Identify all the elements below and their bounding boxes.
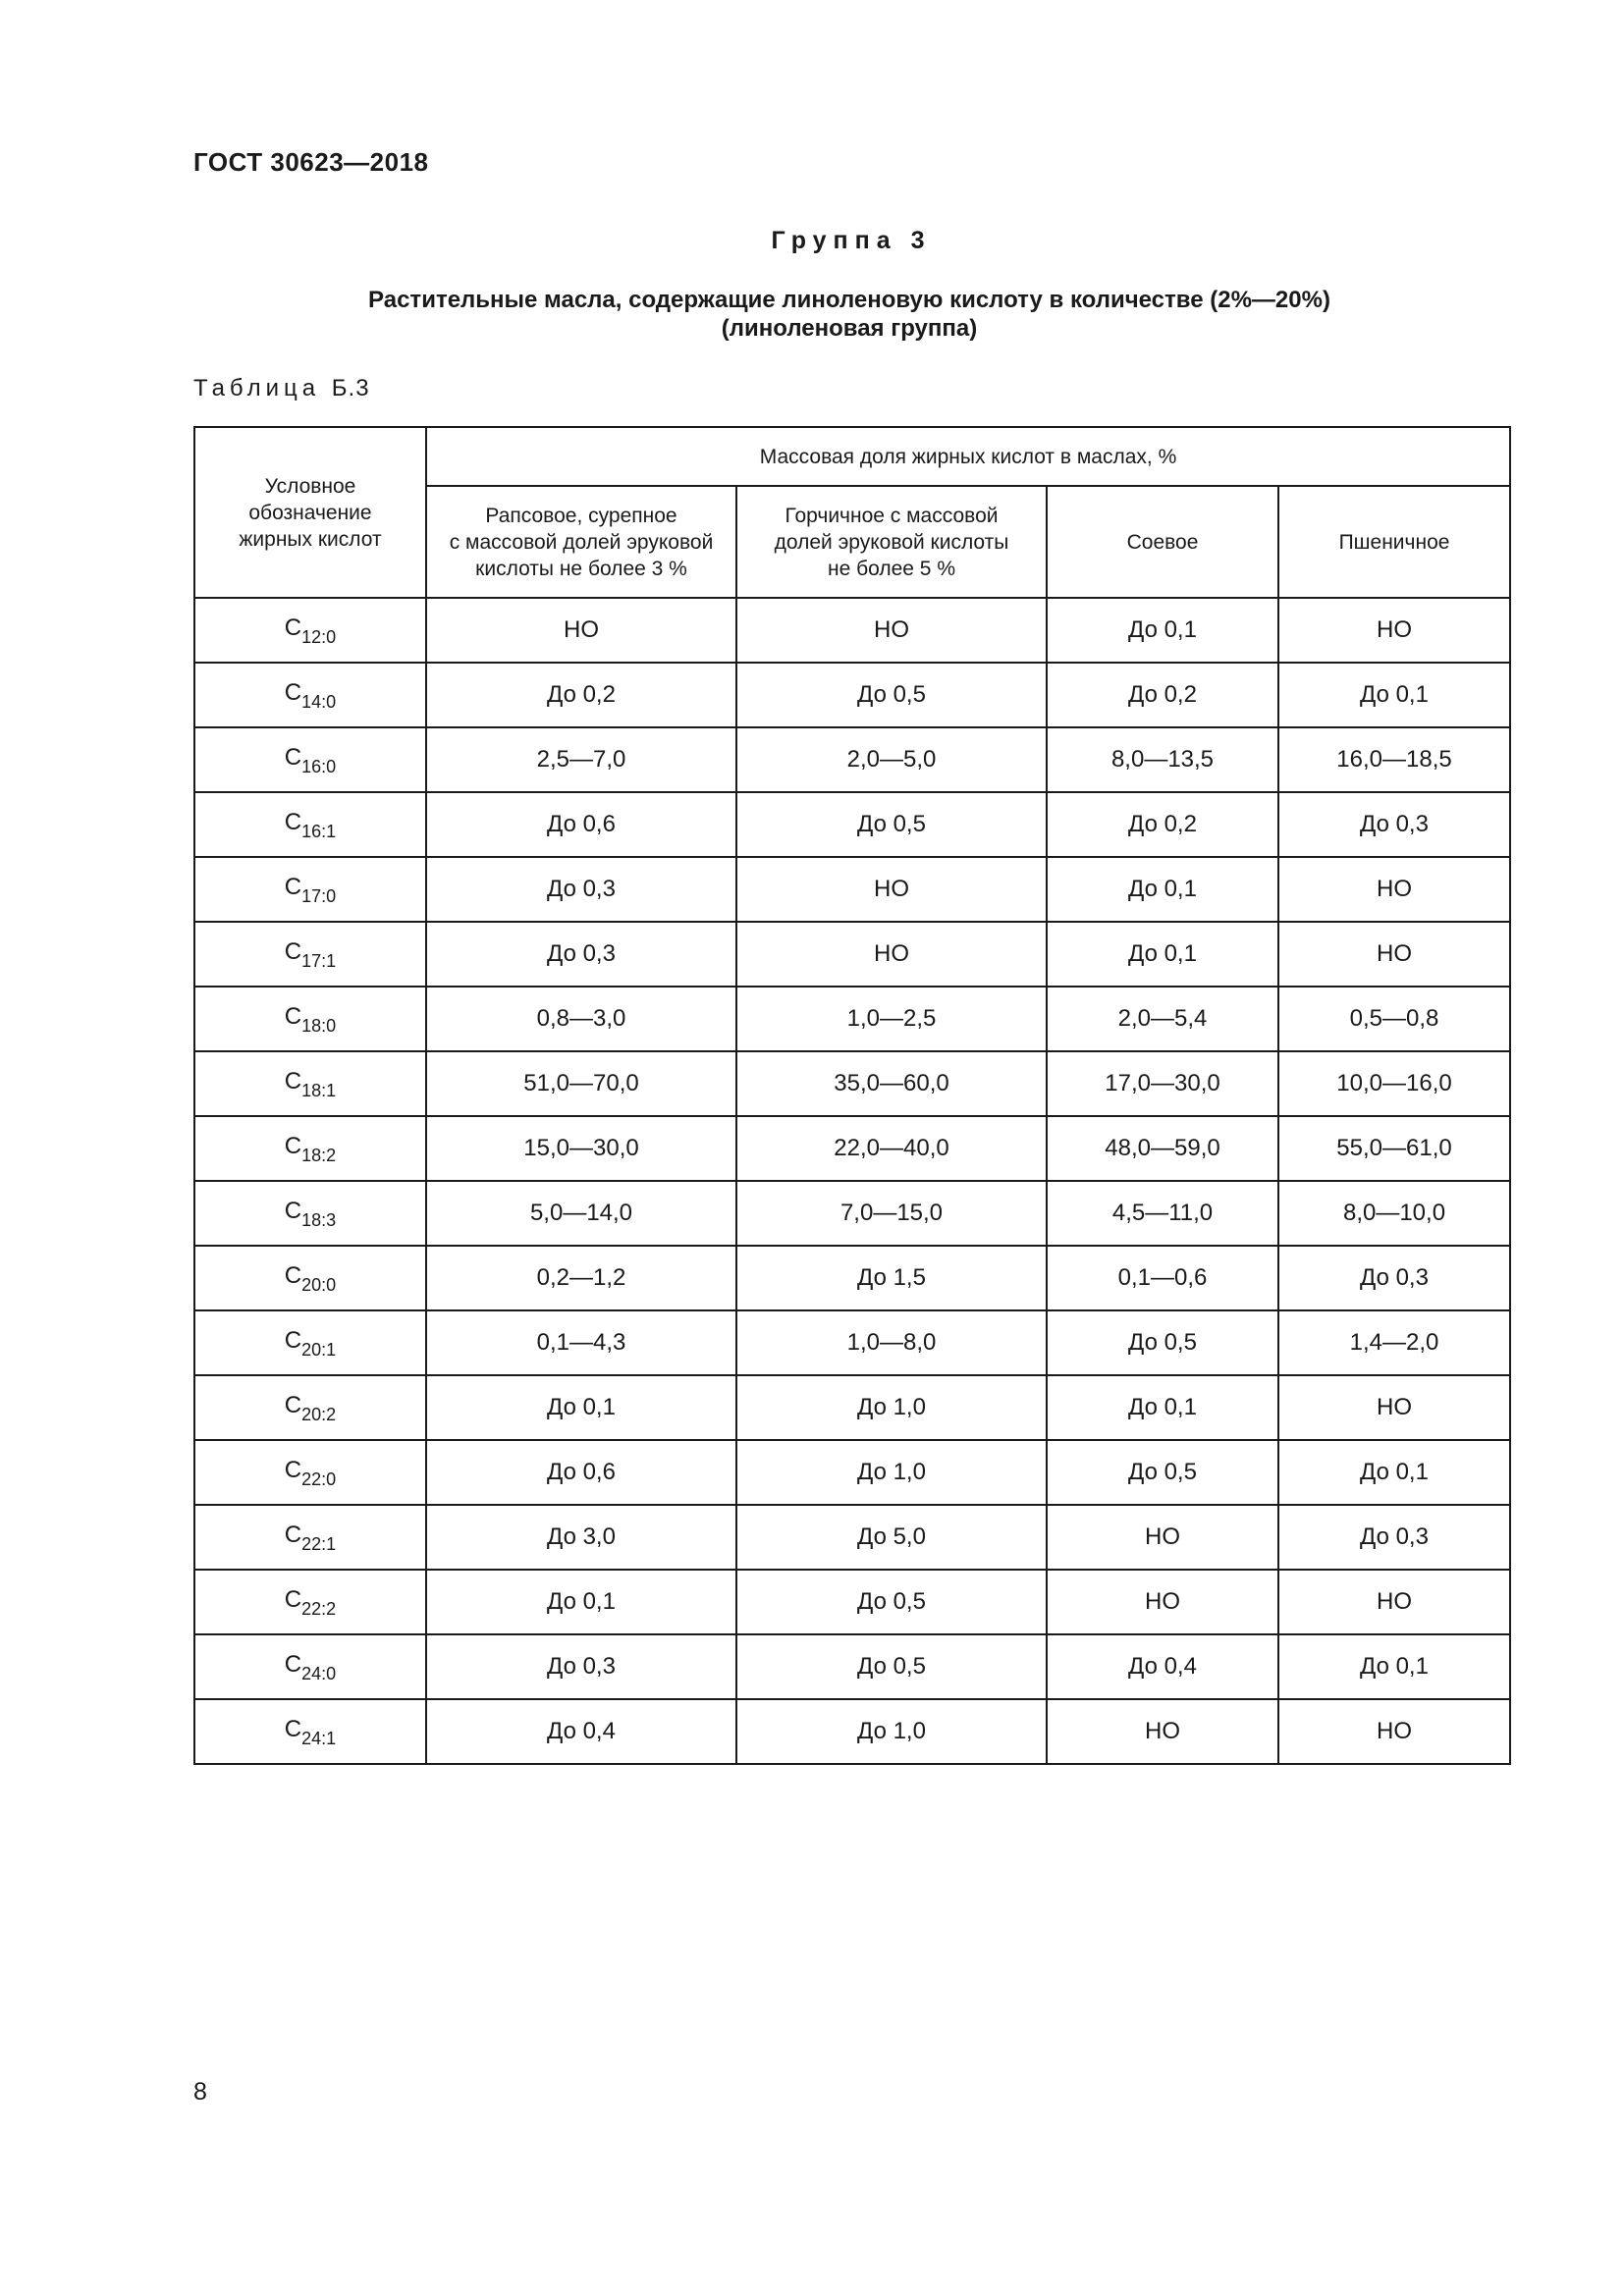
wheat-value: 55,0—61,0 (1278, 1116, 1510, 1181)
acid-subscript: 16:0 (301, 757, 337, 776)
header-soybean-oil (1047, 486, 1278, 598)
table-row (194, 1505, 1510, 1570)
table-caption-number: Б.3 (331, 375, 370, 401)
acid-designation (194, 792, 426, 857)
acid-designation (194, 922, 426, 987)
acid-symbol: C (284, 874, 302, 900)
fatty-acid-table (193, 426, 1511, 1765)
acid-formula (284, 938, 337, 971)
mustard-value: НО (736, 922, 1047, 987)
acid-designation (194, 857, 426, 922)
acid-formula (284, 744, 337, 776)
mustard-value: НО (736, 857, 1047, 922)
acid-formula (284, 614, 337, 647)
acid-formula (284, 1262, 337, 1295)
acid-subscript: 12:0 (301, 627, 337, 647)
rapeseed-value: НО (426, 598, 736, 663)
acid-designation (194, 663, 426, 727)
rapeseed-value: 2,5—7,0 (426, 727, 736, 792)
soybean-value: НО (1047, 1570, 1278, 1634)
acid-subscript: 20:1 (301, 1340, 337, 1360)
acid-symbol: C (284, 1327, 302, 1354)
acid-symbol: C (284, 614, 302, 641)
soybean-value: До 0,5 (1047, 1440, 1278, 1505)
acid-designation (194, 1505, 426, 1570)
soybean-value: До 0,1 (1047, 598, 1278, 663)
rapeseed-value: До 0,2 (426, 663, 736, 727)
acid-designation (194, 1310, 426, 1375)
acid-symbol: C (284, 1522, 302, 1548)
table-row (194, 1051, 1510, 1116)
acid-subscript: 18:0 (301, 1016, 337, 1036)
acid-formula (284, 1651, 337, 1683)
soybean-value: 8,0—13,5 (1047, 727, 1278, 792)
wheat-value: НО (1278, 922, 1510, 987)
mustard-value: 2,0—5,0 (736, 727, 1047, 792)
wheat-value: НО (1278, 1375, 1510, 1440)
wheat-value: До 0,3 (1278, 792, 1510, 857)
rapeseed-value: До 0,6 (426, 1440, 736, 1505)
mustard-value: До 0,5 (736, 792, 1047, 857)
mustard-value: До 1,0 (736, 1375, 1047, 1440)
wheat-value: До 0,1 (1278, 663, 1510, 727)
mustard-value: 35,0—60,0 (736, 1051, 1047, 1116)
soybean-value: До 0,2 (1047, 663, 1278, 727)
rapeseed-value: 0,8—3,0 (426, 987, 736, 1051)
acid-subscript: 17:0 (301, 886, 337, 906)
soybean-value: До 0,1 (1047, 1375, 1278, 1440)
acid-subscript: 16:1 (301, 822, 337, 841)
rapeseed-value: 5,0—14,0 (426, 1181, 736, 1246)
acid-symbol: C (284, 1068, 302, 1095)
rapeseed-value: До 0,1 (426, 1570, 736, 1634)
acid-designation (194, 1570, 426, 1634)
acid-symbol: C (284, 1198, 302, 1224)
soybean-value: 0,1—0,6 (1047, 1246, 1278, 1310)
group-title: Группа 3 (771, 227, 932, 254)
table-row (194, 922, 1510, 987)
rapeseed-value: До 3,0 (426, 1505, 736, 1570)
page-number: 8 (193, 2078, 207, 2106)
acid-symbol: C (284, 1716, 302, 1742)
header-rapeseed-oil (426, 486, 736, 598)
acid-subscript: 18:3 (301, 1210, 337, 1230)
acid-symbol: C (284, 1651, 302, 1678)
table-row (194, 792, 1510, 857)
table-row (194, 857, 1510, 922)
table-row (194, 1634, 1510, 1699)
acid-designation (194, 1375, 426, 1440)
acid-symbol: C (284, 1392, 302, 1418)
mustard-value: НО (736, 598, 1047, 663)
rapeseed-value: До 0,3 (426, 1634, 736, 1699)
section-title (295, 286, 1404, 343)
wheat-value: До 0,1 (1278, 1440, 1510, 1505)
mustard-value: До 5,0 (736, 1505, 1047, 1570)
wheat-value: До 0,3 (1278, 1246, 1510, 1310)
wheat-value: 0,5—0,8 (1278, 987, 1510, 1051)
table-row (194, 987, 1510, 1051)
acid-formula (284, 679, 337, 712)
acid-symbol: C (284, 744, 302, 771)
soybean-value: 4,5—11,0 (1047, 1181, 1278, 1246)
wheat-value: НО (1278, 598, 1510, 663)
header-rapeseed-line: Рапсовое, сурепное (485, 504, 677, 527)
acid-subscript: 24:0 (301, 1664, 337, 1683)
section-title-line-1: Растительные масла, содержащие линоленовую кислоту в количестве (2%—20%) (368, 287, 1330, 313)
document-code: ГОСТ 30623—2018 (193, 147, 429, 177)
acid-formula (284, 1003, 337, 1036)
header-rapeseed-line: с массовой долей эруковой (449, 530, 714, 554)
wheat-value: 10,0—16,0 (1278, 1051, 1510, 1116)
acid-designation (194, 598, 426, 663)
mustard-value: До 0,5 (736, 1570, 1047, 1634)
acid-formula (284, 1586, 337, 1619)
rapeseed-value: До 0,1 (426, 1375, 736, 1440)
acid-subscript: 18:2 (301, 1146, 337, 1165)
rapeseed-value: 0,1—4,3 (426, 1310, 736, 1375)
mustard-value: 1,0—2,5 (736, 987, 1047, 1051)
section-title-line-2: (линоленовая группа) (721, 315, 978, 342)
acid-subscript: 22:1 (301, 1534, 337, 1554)
table-row (194, 727, 1510, 792)
header-mass-fraction: Массовая доля жирных кислот в маслах, % (426, 427, 1510, 486)
acid-subscript: 14:0 (301, 692, 337, 712)
acid-formula (284, 1068, 337, 1100)
table-row (194, 1375, 1510, 1440)
table-row (194, 1181, 1510, 1246)
soybean-value: До 0,1 (1047, 922, 1278, 987)
acid-subscript: 20:2 (301, 1405, 337, 1424)
acid-formula (284, 1392, 337, 1424)
wheat-value: 8,0—10,0 (1278, 1181, 1510, 1246)
table-caption-label: Таблица (193, 375, 321, 401)
soybean-value: 2,0—5,4 (1047, 987, 1278, 1051)
mustard-value: До 1,5 (736, 1246, 1047, 1310)
acid-designation (194, 1634, 426, 1699)
header-acid-designation-line: Условное (264, 474, 356, 498)
acid-symbol: C (284, 1003, 302, 1030)
wheat-value: НО (1278, 1570, 1510, 1634)
wheat-value: 1,4—2,0 (1278, 1310, 1510, 1375)
header-mustard-line: долей эруковой кислоты (774, 530, 1009, 554)
header-acid-designation-line: жирных кислот (239, 527, 382, 551)
acid-designation (194, 1246, 426, 1310)
acid-formula (284, 1133, 337, 1165)
wheat-value: НО (1278, 857, 1510, 922)
mustard-value: До 0,5 (736, 1634, 1047, 1699)
mustard-value: 7,0—15,0 (736, 1181, 1047, 1246)
acid-symbol: C (284, 679, 302, 706)
acid-subscript: 17:1 (301, 951, 337, 971)
acid-formula (284, 1198, 337, 1230)
acid-designation (194, 1051, 426, 1116)
header-acid-designation-line: обозначение (248, 501, 372, 524)
rapeseed-value: 51,0—70,0 (426, 1051, 736, 1116)
wheat-value: 16,0—18,5 (1278, 727, 1510, 792)
mustard-value: 22,0—40,0 (736, 1116, 1047, 1181)
acid-symbol: C (284, 938, 302, 965)
rapeseed-value: До 0,6 (426, 792, 736, 857)
header-wheat-line: Пшеничное (1338, 530, 1450, 554)
soybean-value: НО (1047, 1505, 1278, 1570)
header-acid-designation (194, 427, 426, 598)
acid-symbol: C (284, 1133, 302, 1159)
table-row (194, 1440, 1510, 1505)
mustard-value: До 1,0 (736, 1699, 1047, 1764)
rapeseed-value: 15,0—30,0 (426, 1116, 736, 1181)
rapeseed-value: До 0,3 (426, 857, 736, 922)
table-row (194, 598, 1510, 663)
table-row (194, 1246, 1510, 1310)
acid-formula (284, 809, 337, 841)
acid-formula (284, 1716, 337, 1748)
wheat-value: НО (1278, 1699, 1510, 1764)
table-row (194, 663, 1510, 727)
acid-formula (284, 1522, 337, 1554)
soybean-value: 48,0—59,0 (1047, 1116, 1278, 1181)
soybean-value: До 0,2 (1047, 792, 1278, 857)
rapeseed-value: До 0,4 (426, 1699, 736, 1764)
acid-designation (194, 727, 426, 792)
acid-designation (194, 1440, 426, 1505)
soybean-value: 17,0—30,0 (1047, 1051, 1278, 1116)
acid-designation (194, 1116, 426, 1181)
soybean-value: До 0,1 (1047, 857, 1278, 922)
header-mustard-line: Горчичное с массовой (785, 504, 999, 527)
table-caption (193, 375, 370, 402)
rapeseed-value: До 0,3 (426, 922, 736, 987)
acid-subscript: 22:0 (301, 1469, 337, 1489)
header-mustard-line: не более 5 % (828, 557, 955, 580)
acid-formula (284, 1457, 337, 1489)
acid-subscript: 20:0 (301, 1275, 337, 1295)
acid-symbol: C (284, 1457, 302, 1483)
header-soybean-line: Соевое (1126, 530, 1199, 554)
acid-subscript: 18:1 (301, 1081, 337, 1100)
acid-formula (284, 1327, 337, 1360)
rapeseed-value: 0,2—1,2 (426, 1246, 736, 1310)
header-rapeseed-line: кислоты не более 3 % (475, 557, 687, 580)
wheat-value: До 0,1 (1278, 1634, 1510, 1699)
acid-designation (194, 987, 426, 1051)
table-body (194, 598, 1510, 1764)
table-row (194, 1310, 1510, 1375)
table-row (194, 1116, 1510, 1181)
soybean-value: До 0,4 (1047, 1634, 1278, 1699)
header-mustard-oil (736, 486, 1047, 598)
acid-designation (194, 1699, 426, 1764)
acid-subscript: 22:2 (301, 1599, 337, 1619)
wheat-value: До 0,3 (1278, 1505, 1510, 1570)
header-wheat-oil (1278, 486, 1510, 598)
mustard-value: До 1,0 (736, 1440, 1047, 1505)
acid-subscript: 24:1 (301, 1729, 337, 1748)
table-row (194, 1699, 1510, 1764)
acid-symbol: C (284, 1586, 302, 1613)
acid-designation (194, 1181, 426, 1246)
mustard-value: 1,0—8,0 (736, 1310, 1047, 1375)
soybean-value: До 0,5 (1047, 1310, 1278, 1375)
acid-symbol: C (284, 1262, 302, 1289)
acid-formula (284, 874, 337, 906)
mustard-value: До 0,5 (736, 663, 1047, 727)
soybean-value: НО (1047, 1699, 1278, 1764)
acid-symbol: C (284, 809, 302, 835)
table-row (194, 1570, 1510, 1634)
